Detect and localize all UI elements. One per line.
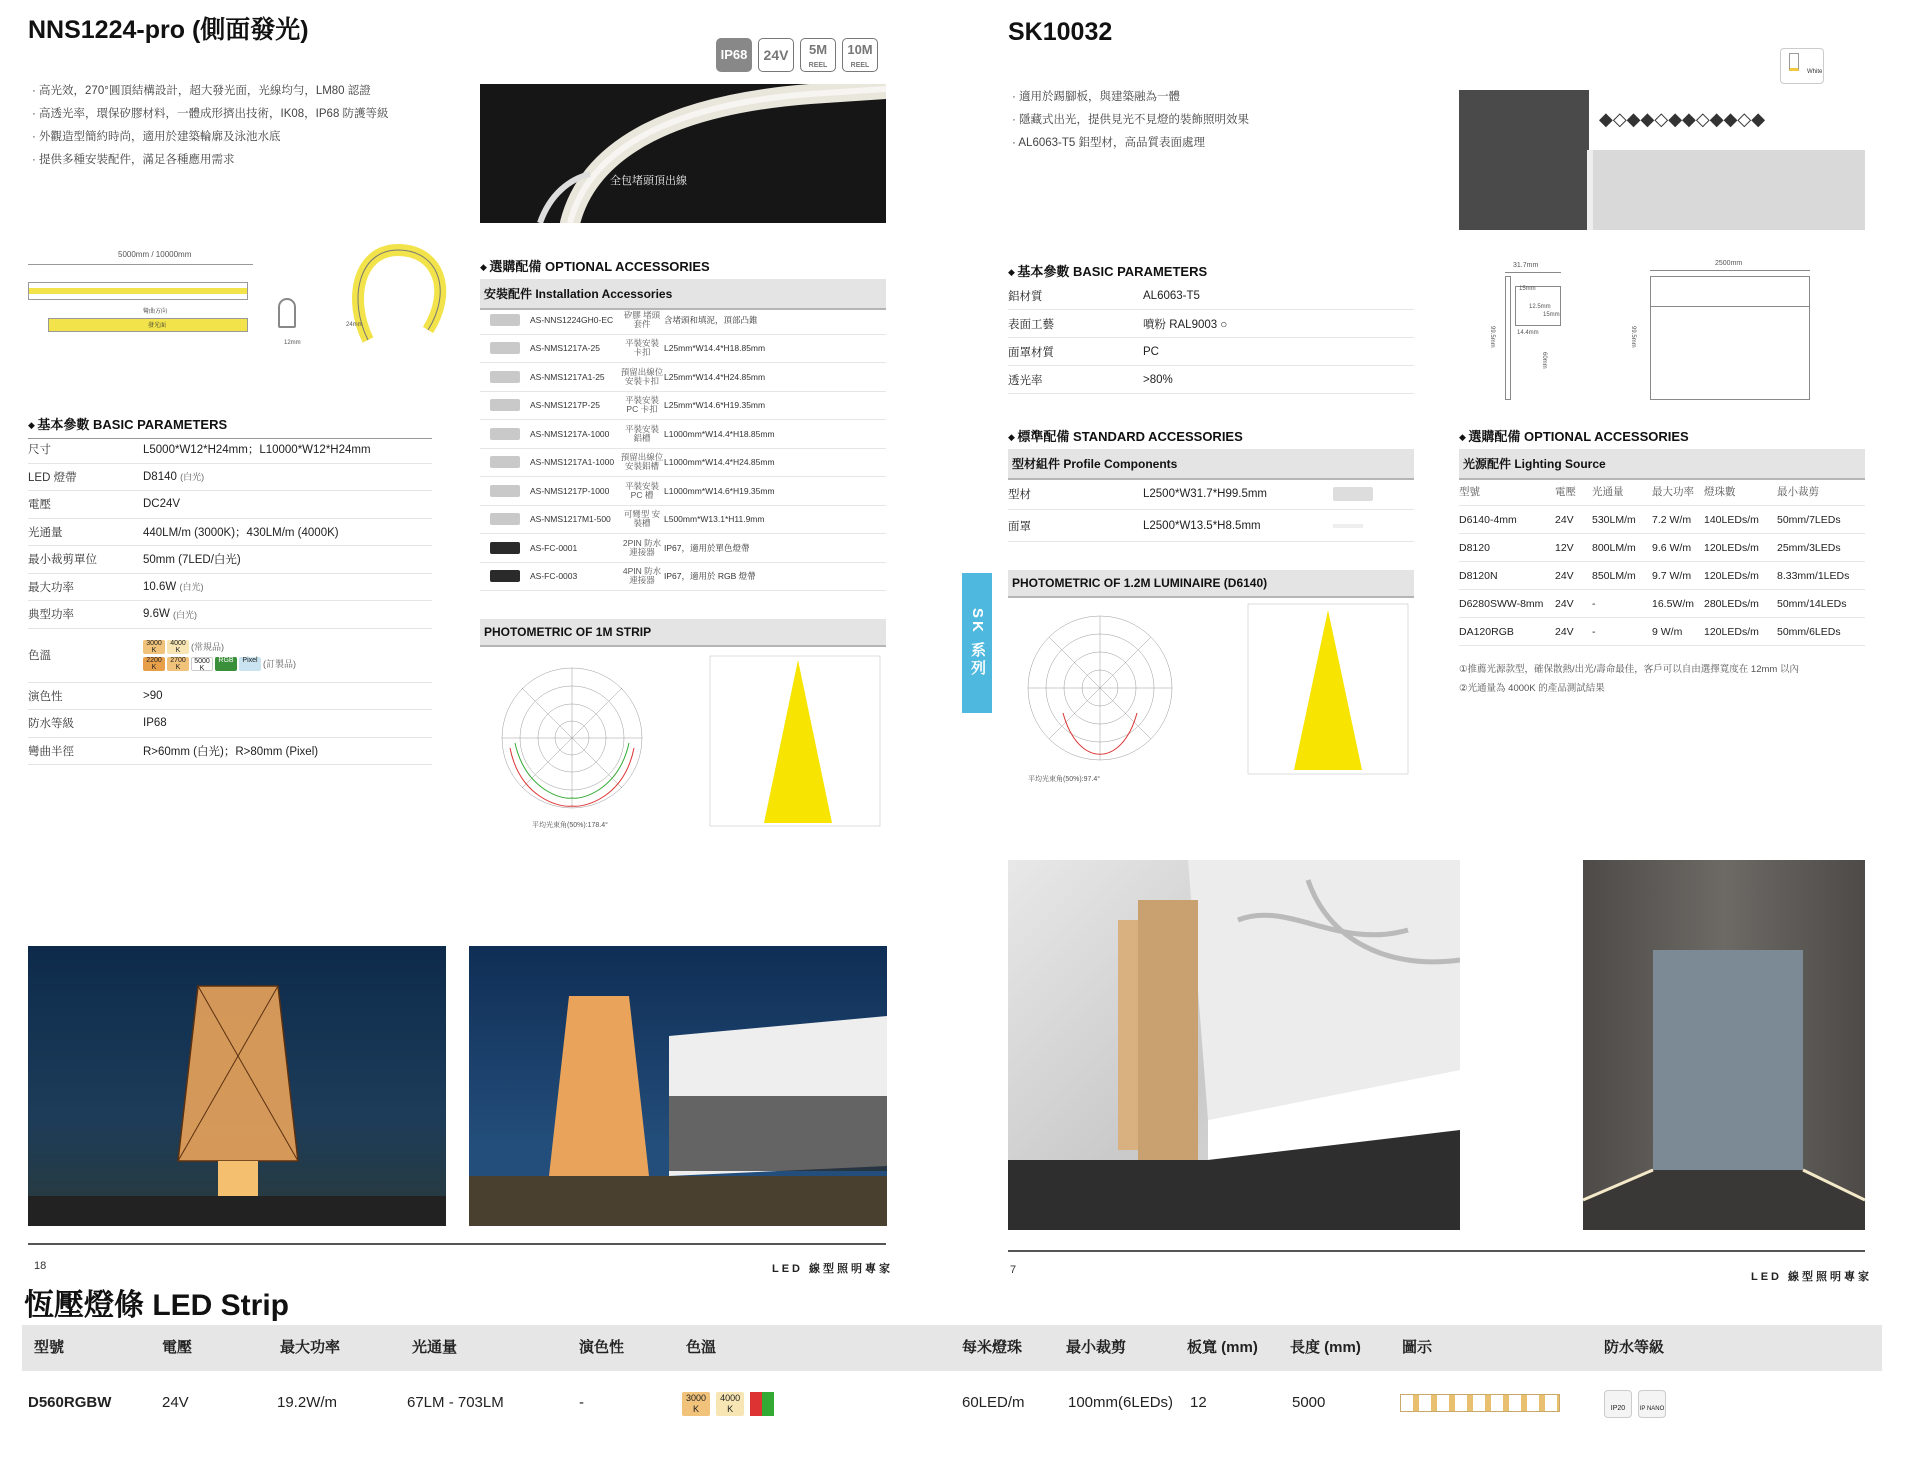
- param-row: 彎曲半徑 R>60mm (白光)；R>80mm (Pixel): [28, 738, 432, 766]
- ip-nano-icon: IP NANO: [1638, 1390, 1666, 1418]
- param-row: 防水等級 IP68: [28, 710, 432, 738]
- table-row: D8120 12V 800LM/m 9.6 W/m 120LEDs/m 25mm/3LEDs: [1459, 534, 1865, 562]
- technical-drawing: 5000mm / 10000mm 發光面 彎曲方向 12mm 24mm: [28, 240, 448, 360]
- color-swatch-white: White: [1780, 48, 1824, 84]
- photometric-chart: 平均光束角(50%):97.4°: [1008, 598, 1414, 783]
- basic-parameters-table: [28, 436, 432, 765]
- feature-item: · 高透光率，環保矽膠材料，一體成形擠出技術，IK08，IP68 防護等級: [32, 103, 389, 126]
- standard-accessories-heading: ◆ 標準配備 STANDARD ACCESSORIES: [1008, 426, 1414, 450]
- param-row: 型材 L2500*W31.7*H99.5mm: [1008, 478, 1414, 510]
- feature-item: · 隱藏式出光，提供見光不見燈的裝飾照明效果: [1012, 109, 1249, 132]
- profile-hero-image: [1459, 90, 1865, 230]
- photometric-heading: PHOTOMETRIC OF 1M STRIP: [480, 619, 886, 647]
- feature-item: · 高光效，270°圓頂結構設計，超大發光面，光線均勻，LM80 認證: [32, 80, 389, 103]
- accessory-icon: [490, 342, 520, 354]
- page-title: NNS1224-pro (側面發光): [28, 16, 309, 44]
- table-row: D6140-4mm 24V 530LM/m 7.2 W/m 140LEDs/m 50mm/7LEDs: [1459, 506, 1865, 534]
- param-row: LED 燈帶 D8140 (白光): [28, 464, 432, 492]
- accessory-icon: [490, 485, 520, 497]
- photometric-heading: PHOTOMETRIC OF 1.2M LUMINAIRE (D6140): [1008, 570, 1414, 598]
- hero-caption: 全包堵頭頂出線: [610, 175, 687, 187]
- application-photo-1: [1008, 860, 1460, 1230]
- application-photo-2: [1583, 860, 1865, 1230]
- reel-5m-badge: 5M REEL: [800, 38, 836, 72]
- rgbw-icon: [750, 1392, 774, 1416]
- feature-item: · 適用於踢腳板，與建築融為一體: [1012, 86, 1249, 109]
- led-strip-section: [0, 1280, 1920, 1463]
- accessory-row: AS-NNS1224GH0-EC 矽膠 堵頭套件 含堵頭和填泥，頂部凸錐: [480, 306, 886, 335]
- accessory-row: AS-NMS1217P-25 平裝安裝 PC 卡扣 L25mm*W14.6*H19.35mm: [480, 392, 886, 421]
- color-temp-row: 色溫 3000 K4000 K (常規品) 2200 K2700 K5000 KRGB Pixel (訂製品): [28, 629, 432, 683]
- strip-illustration: [480, 84, 886, 223]
- table-row: DA120RGB 24V - 9 W/m 120LEDs/m 50mm/6LEDs: [1459, 618, 1865, 646]
- param-row: 鋁材質 AL6063-T5: [1008, 282, 1414, 310]
- bend-drawing: [328, 240, 458, 350]
- param-row: 透光率 >80%: [1008, 366, 1414, 394]
- feature-item: · 提供多種安裝配件，滿足各種應用需求: [32, 149, 389, 172]
- param-row: 最大功率 10.6W (白光): [28, 574, 432, 602]
- accessory-icon: [490, 428, 520, 440]
- accessory-list: [480, 306, 886, 591]
- accessory-row: AS-NMS1217M1-500 可彎型 安裝槽 L500mm*W13.1*H11.9mm: [480, 506, 886, 535]
- accessory-row: AS-FC-0001 2PIN 防水 連接器 IP67，適用於單色燈帶: [480, 534, 886, 563]
- param-row: 演色性 >90: [28, 683, 432, 711]
- connector-icon: [490, 570, 520, 582]
- accessory-icon: [490, 513, 520, 525]
- right-page: [960, 0, 1920, 1283]
- basic-parameters-table: [1008, 282, 1414, 394]
- installation-photo-2: [469, 946, 887, 1226]
- notes: ①推薦光源款型，確保散熱/出光/壽命最佳，客戶可以自由選擇寬度在 12mm 以內 ②光通量為 4000K 的產品測試結果: [1459, 664, 1799, 694]
- ip20-icon: IP20: [1604, 1390, 1632, 1418]
- left-page: [0, 0, 960, 1280]
- page-number: 18: [34, 1260, 47, 1272]
- table-row: D560RGBW 24V 19.2W/m 67LM - 703LM - 3000 K 4000 K 60LED/m 100mm(6LEDs) 12 5000 IP20 IP NANO: [22, 1380, 1882, 1426]
- footer-divider: [1008, 1250, 1865, 1252]
- param-row: 最小裁剪單位 50mm (7LED/白光): [28, 546, 432, 574]
- svg-text:◆◇◆◆◇◆◆◇◆◆◇◆: ◆◇◆◆◇◆◆◇◆◆◇◆: [1599, 109, 1766, 130]
- param-row: 電壓 DC24V: [28, 491, 432, 519]
- optional-accessories-heading: ◆ 選購配備 OPTIONAL ACCESSORIES: [1459, 426, 1865, 450]
- param-row: 光通量 440LM/m (3000K)；430LM/m (4000K): [28, 519, 432, 547]
- page-number: 7: [1010, 1264, 1017, 1276]
- accessory-row: AS-NMS1217A1-25 預留出線位 安裝卡扣 L25mm*W14.4*H24.85mm: [480, 363, 886, 392]
- strip-diagram-icon: [1400, 1394, 1560, 1412]
- lantern-structure: [28, 946, 446, 1226]
- profile-thumb: [1333, 487, 1373, 501]
- page-title: SK10032: [1008, 18, 1113, 46]
- polar-diagram: [480, 648, 886, 833]
- installation-photo-1: [28, 946, 446, 1226]
- basic-parameters-heading: ◆ 基本參數 BASIC PARAMETERS: [1008, 261, 1414, 285]
- corridor-scene: [1583, 860, 1865, 1230]
- voltage-badge: 24V: [758, 38, 794, 72]
- reel-10m-badge: 10M REEL: [842, 38, 878, 72]
- accessory-row: AS-FC-0003 4PIN 防水 連接器 IP67，適用於 RGB 燈帶: [480, 563, 886, 592]
- table-row: D8120N 24V 850LM/m 9.7 W/m 120LEDs/m 8.33mm/1LEDs: [1459, 562, 1865, 590]
- accessory-icon: [490, 399, 520, 411]
- diffuser-thumb: [1333, 524, 1363, 528]
- profile-components-table: [1008, 478, 1414, 542]
- building-scene: [469, 946, 887, 1226]
- footer-divider: [28, 1243, 886, 1245]
- product-hero-image: [480, 84, 886, 223]
- table-header: 型號 電壓 光通量 最大功率 燈珠數 最小裁剪: [1459, 478, 1865, 506]
- accessory-row: AS-NMS1217P-1000 平裝安裝 PC 槽 L1000mm*W14.6*H19.35mm: [480, 477, 886, 506]
- connector-icon: [490, 542, 520, 554]
- feature-list: [1012, 86, 1249, 155]
- series-side-tab: SK 系列: [962, 573, 992, 713]
- accessory-row: AS-NMS1217A1-1000 預留出線位 安裝鋁槽 L1000mm*W14.4*H24.85mm: [480, 449, 886, 478]
- ip68-badge: IP68: [716, 38, 752, 72]
- param-row: 典型功率 9.6W (白光): [28, 601, 432, 629]
- accessory-icon: [490, 371, 520, 383]
- accessory-icon: [490, 314, 520, 326]
- lighting-source-heading: 光源配件 Lighting Source: [1459, 449, 1865, 480]
- accessory-row: AS-NMS1217A-1000 平裝安裝 鋁槽 L1000mm*W14.4*H18.85mm: [480, 420, 886, 449]
- accessory-icon: [490, 456, 520, 468]
- polar-diagram: [1008, 598, 1414, 783]
- feature-item: · 外觀造型簡約時尚，適用於建築輪廓及泳池水底: [32, 126, 389, 149]
- skirting-scene: [1008, 860, 1460, 1230]
- table-row: D6280SWW-8mm 24V - 16.5W/m 280LEDs/m 50mm/14LEDs: [1459, 590, 1865, 618]
- profile-drawing: 31.7mm 15mm 12.5mm 15mm 14.4mm 99.5mm 60mm 2500mm 99.5mm: [1475, 256, 1875, 406]
- installation-accessories-heading: 安裝配件 Installation Accessories: [480, 279, 886, 310]
- feature-item: · AL6063-T5 鋁型材，高品質表面處理: [1012, 132, 1249, 155]
- table-header: 型號 電壓 最大功率 光通量 演色性 色溫 每米燈珠 最小裁剪 板寬 (mm) 長度 (mm) 圖示 防水等級: [22, 1325, 1882, 1371]
- param-row: 面罩材質 PC: [1008, 338, 1414, 366]
- profile-render: [1459, 90, 1865, 230]
- lighting-source-table: [1459, 478, 1865, 646]
- footer-tagline: LED 線型照明專家: [772, 1263, 894, 1275]
- section-title: 恆壓燈條 LED Strip: [24, 1289, 290, 1322]
- footer-tagline: LED 線型照明專家: [1751, 1271, 1873, 1283]
- photometric-chart: 平均光束角(50%):178.4°: [480, 648, 886, 833]
- basic-parameters-heading: ◆ 基本參數 BASIC PARAMETERS: [28, 414, 432, 439]
- param-row: 面罩 L2500*W13.5*H8.5mm: [1008, 510, 1414, 542]
- optional-accessories-heading: ◆ 選購配備 OPTIONAL ACCESSORIES: [480, 256, 886, 280]
- param-row: 表面工藝 噴粉 RAL9003 ○: [1008, 310, 1414, 338]
- feature-list: [32, 80, 389, 172]
- accessory-row: AS-NMS1217A-25 平裝安裝 卡扣 L25mm*W14.4*H18.85mm: [480, 335, 886, 364]
- param-row: 尺寸 L5000*W12*H24mm；L10000*W12*H24mm: [28, 436, 432, 464]
- profile-components-heading: 型材組件 Profile Components: [1008, 449, 1414, 480]
